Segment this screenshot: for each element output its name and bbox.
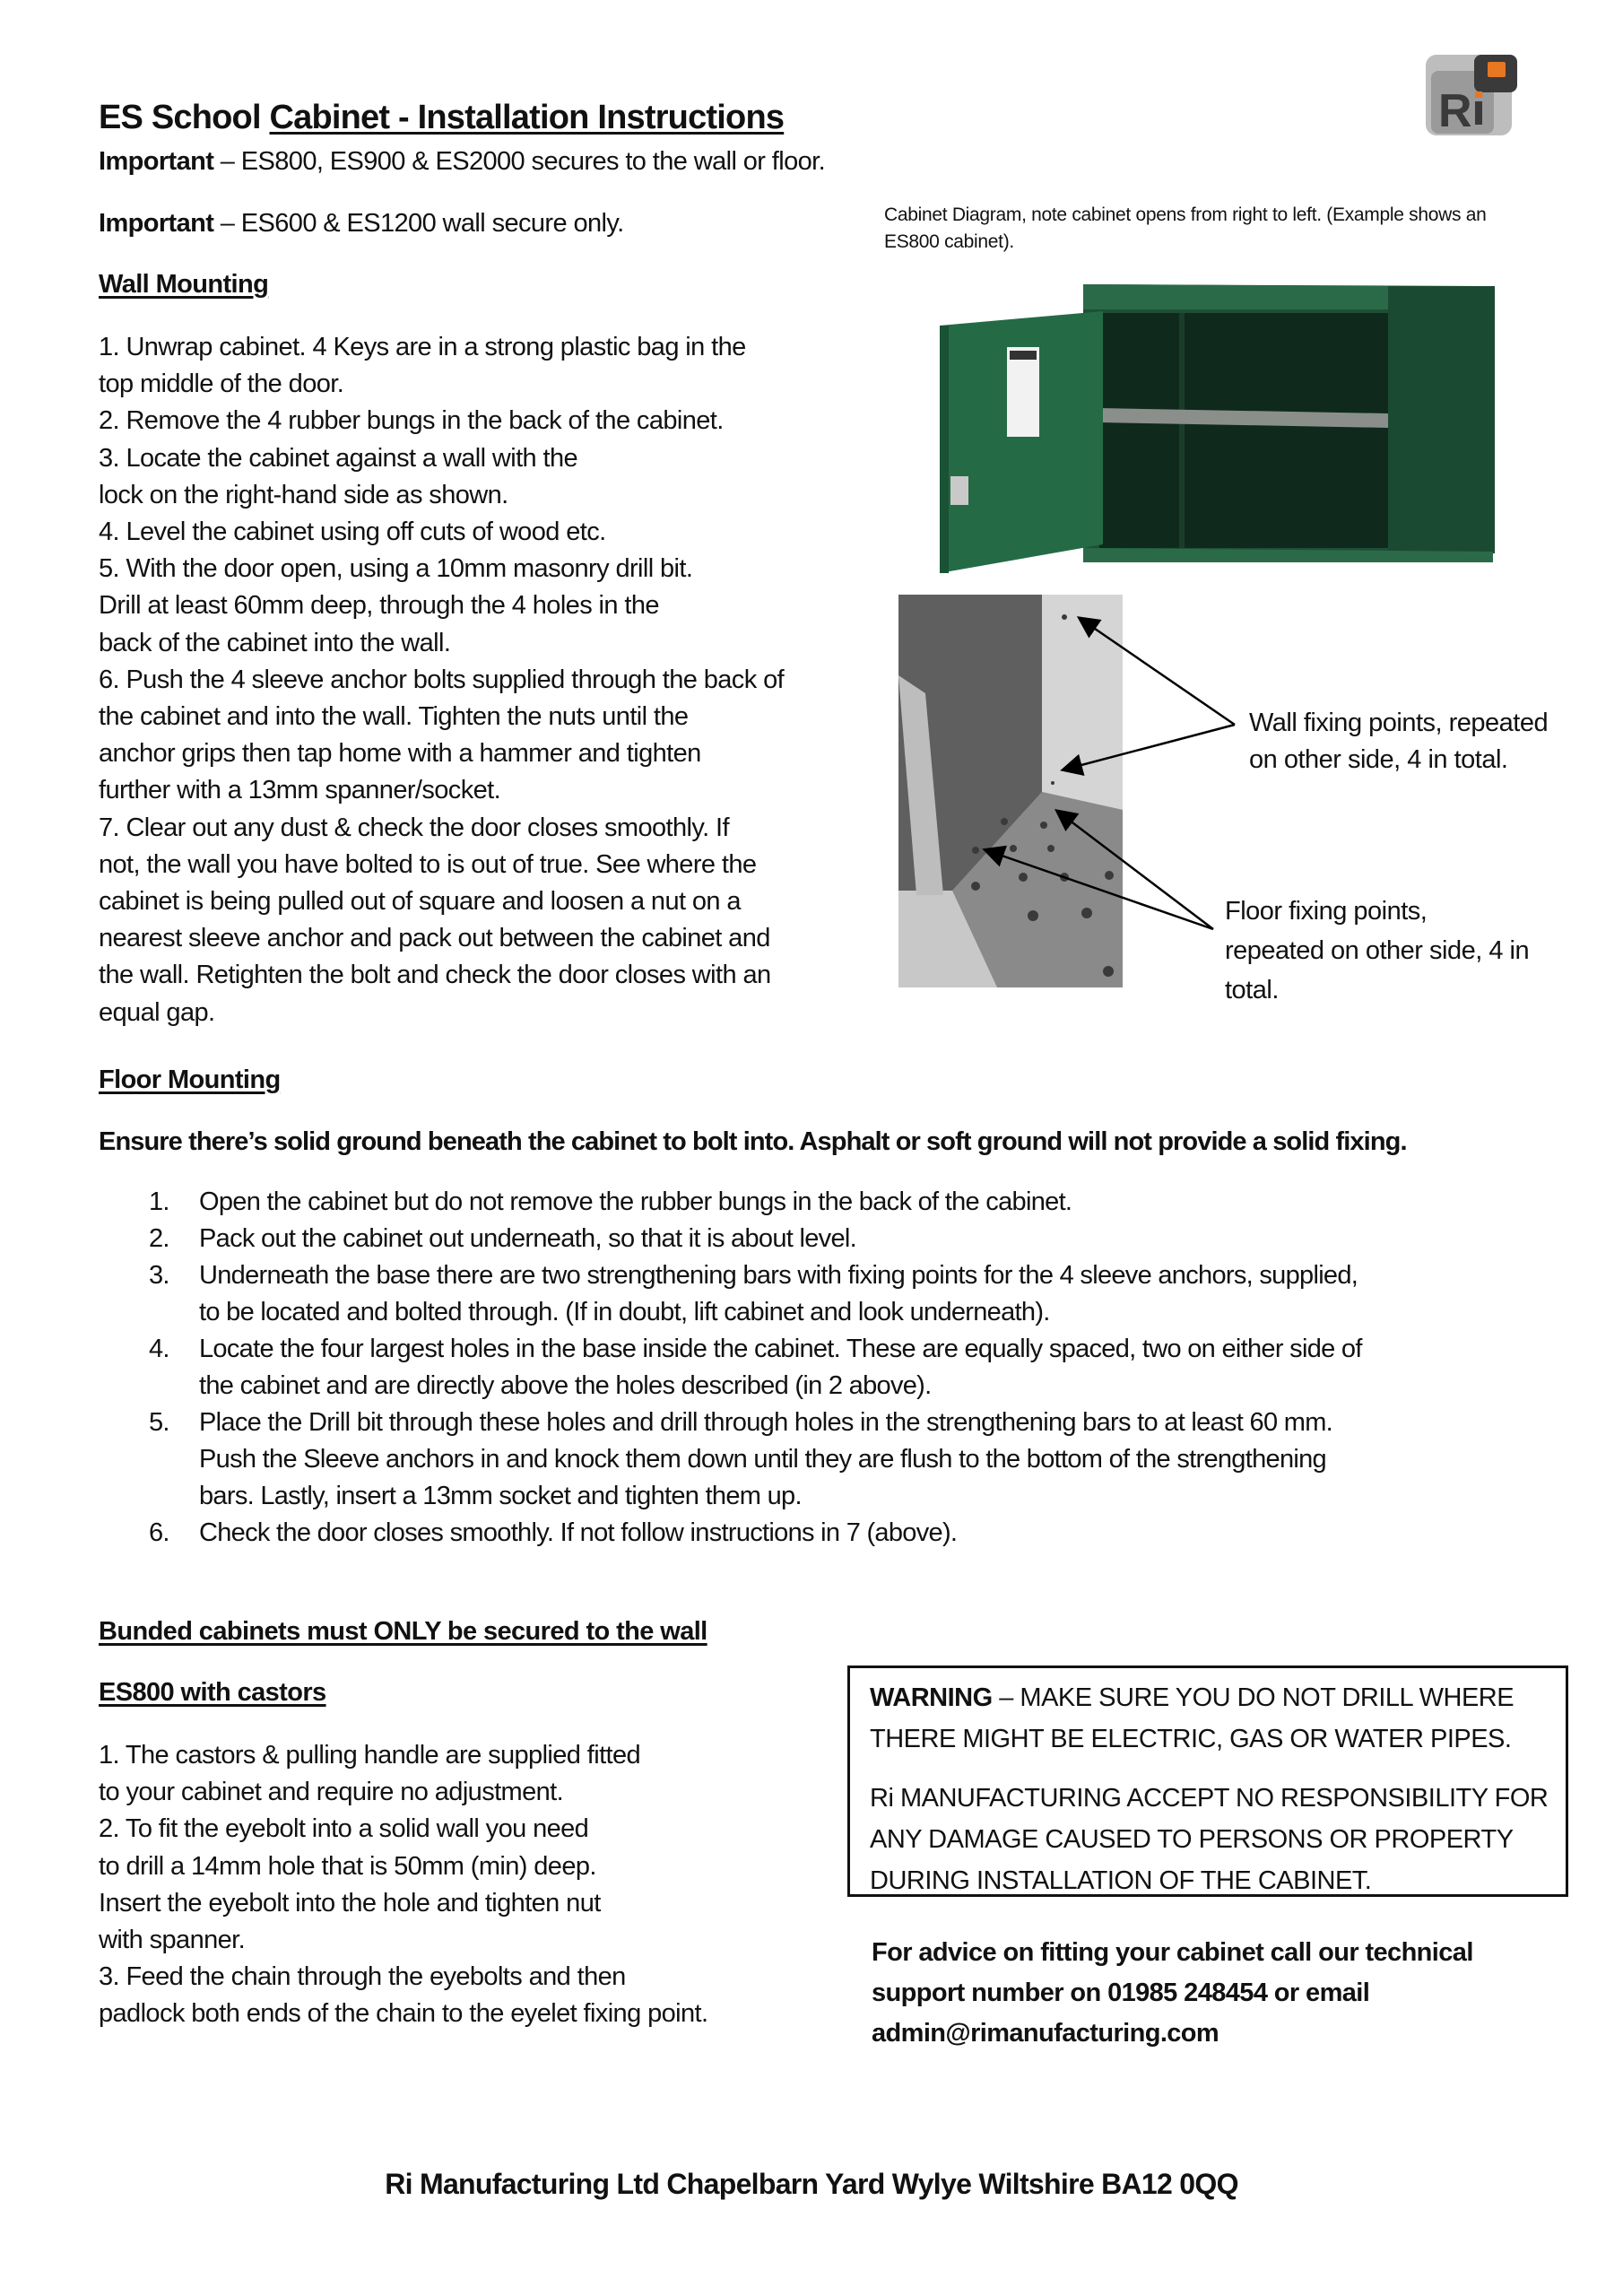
floor-arrow-top — [1058, 812, 1213, 929]
wall-step-line: 6. Push the 4 sleeve anchor bolts supplied through the back of — [99, 665, 785, 694]
warning-line-rest: – MAKE SURE YOU DO NOT DRILL WHERE — [992, 1683, 1515, 1712]
castor-step-line: with spanner. — [99, 1926, 246, 1955]
important-label: Important — [99, 209, 214, 238]
wall-fixing-label — [1249, 705, 1548, 778]
disclaimer-line: ANY DAMAGE CAUSED TO PERSONS OR PROPERTY — [870, 1825, 1514, 1854]
wall-step-line: the wall. Retighten the bolt and check the door closes with an — [99, 961, 771, 990]
castor-step-line: to your cabinet and require no adjustment. — [99, 1778, 564, 1807]
castors-heading: ES800 with castors — [99, 1678, 326, 1707]
disclaimer-line: DURING INSTALLATION OF THE CABINET. — [870, 1866, 1372, 1895]
support-line — [872, 1973, 1473, 2013]
wall-step-line: 1. Unwrap cabinet. 4 Keys are in a strong plastic bag in the — [99, 333, 746, 361]
floor-step-item — [149, 1515, 957, 1552]
wall-step-line: 7. Clear out any dust & check the door closes smoothly. If — [99, 813, 729, 842]
wall-step-line: cabinet is being pulled out of square and loosen a nut on a — [99, 887, 741, 917]
caption-line: Cabinet Diagram, note cabinet opens from right to left. (Example shows an — [884, 204, 1487, 225]
step-number: 1. — [149, 1187, 169, 1216]
step-text: Check the door closes smoothly. If not follow instructions in 7 (above). — [199, 1518, 958, 1547]
step-text: Locate the four largest holes in the base inside the cabinet. These are equally spaced, two on either side of — [199, 1335, 1362, 1363]
floor-step-item — [149, 1331, 1362, 1368]
wall-step-line: nearest sleeve anchor and pack out between the cabinet and — [99, 924, 770, 953]
svg-text:R: R — [1438, 85, 1472, 137]
step-text: Open the cabinet but do not remove the rubber bungs in the back of the cabinet. — [199, 1187, 1072, 1216]
wall-step-line: Drill at least 60mm deep, through the 4 holes in the — [99, 591, 659, 621]
label-line: on other side, 4 in total. — [1249, 745, 1508, 774]
step-number: 2. — [149, 1224, 169, 1253]
support-email[interactable]: admin@rimanufacturing.com — [872, 2019, 1219, 2048]
wall-step-line: top middle of the door. — [99, 370, 344, 399]
step-text: Underneath the base there are two strengthening bars with fixing points for the 4 sleeve anchors, supplied, — [199, 1261, 1358, 1290]
floor-fixing-label — [1225, 891, 1529, 1010]
caption-line: ES800 cabinet). — [884, 231, 1014, 252]
wall-step-line: 5. With the door open, using a 10mm masonry drill bit. — [99, 554, 693, 584]
label-line: Wall fixing points, repeated — [1249, 709, 1549, 737]
disclaimer-line: Ri MANUFACTURING ACCEPT NO RESPONSIBILITY FOR — [870, 1784, 1549, 1813]
wall-step-line: back of the cabinet into the wall. — [99, 628, 451, 657]
step-number: 5. — [149, 1408, 169, 1437]
wall-step-line: further with a 13mm spanner/socket. — [99, 776, 501, 805]
wall-arrow-top — [1081, 619, 1235, 725]
castor-step-line: Insert the eyebolt into the hole and tighten nut — [99, 1888, 601, 1918]
step-text: Pack out the cabinet out underneath, so that it is about level. — [199, 1224, 856, 1253]
support-phone[interactable]: support number on 01985 248454 or email — [872, 1979, 1370, 2007]
important-label: Important — [99, 147, 214, 176]
castor-step-line: to drill a 14mm hole that is 50mm (min) deep. — [99, 1851, 596, 1881]
floor-mounting-warning: Ensure there’s solid ground beneath the cabinet to bolt into. Asphalt or soft ground will not provide a solid fixing. — [99, 1127, 1407, 1156]
castors-steps — [99, 1737, 707, 2033]
label-line: repeated on other side, 4 in — [1225, 936, 1530, 965]
warning-text — [870, 1677, 1548, 1901]
step-number: 6. — [149, 1518, 169, 1547]
wall-mounting-heading: Wall Mounting — [99, 270, 269, 299]
castor-step-line: 1. The castors & pulling handle are supplied fitted — [99, 1741, 641, 1770]
floor-step-item — [149, 1368, 932, 1405]
wall-step-line: 4. Level the cabinet using off cuts of wood etc. — [99, 517, 606, 547]
step-text: to be located and bolted through. (If in doubt, lift cabinet and look underneath). — [199, 1298, 1050, 1326]
floor-step-item — [149, 1405, 1332, 1441]
important-text: – ES600 & ES1200 wall secure only. — [213, 209, 624, 238]
title-underlined: Cabinet - Installation Instructions — [269, 99, 785, 136]
wall-arrow-bottom — [1064, 725, 1235, 770]
step-text: Place the Drill bit through these holes and drill through holes in the strengthening bars to at least 60 mm. — [199, 1408, 1333, 1437]
support-line: For advice on fitting your cabinet call our technical — [872, 1938, 1473, 1967]
floor-arrow-bottom — [986, 850, 1213, 929]
castor-step-line: 3. Feed the chain through the eyebolts and then — [99, 1962, 626, 1992]
wall-step-line: 2. Remove the 4 rubber bungs in the back of the cabinet. — [99, 406, 724, 436]
wall-step-line: 3. Locate the cabinet against a wall with the — [99, 443, 578, 473]
wall-step-line: the cabinet and into the wall. Tighten the nuts until the — [99, 702, 689, 732]
step-text: bars. Lastly, insert a 13mm socket and tighten them up. — [199, 1482, 802, 1510]
title-prefix: ES School — [99, 99, 270, 136]
floor-step-item — [149, 1221, 856, 1257]
castor-step-line: 2. To fit the eyebolt into a solid wall you need — [99, 1814, 589, 1844]
floor-step-item — [149, 1294, 1050, 1331]
wall-step-line: equal gap. — [99, 997, 215, 1027]
warning-line — [870, 1677, 1548, 1718]
floor-step-item — [149, 1441, 1326, 1478]
warning-label: WARNING — [870, 1683, 993, 1712]
castor-step-line: padlock both ends of the chain to the eyelet fixing point. — [99, 1999, 708, 2029]
label-line: Floor fixing points, — [1225, 897, 1428, 926]
step-text: the cabinet and are directly above the holes described (in 2 above). — [199, 1371, 932, 1400]
floor-step-item — [149, 1257, 1358, 1294]
step-number: 4. — [149, 1335, 169, 1363]
floor-step-item — [149, 1184, 1072, 1221]
bunded-heading: Bunded cabinets must ONLY be secured to the wall — [99, 1617, 707, 1646]
label-line: total. — [1225, 976, 1279, 1004]
support-contact — [872, 1933, 1473, 2054]
important-text: – ES800, ES900 & ES2000 secures to the wall or floor. — [213, 147, 826, 176]
wall-step-line: lock on the right-hand side as shown. — [99, 480, 508, 509]
warning-line: THERE MIGHT BE ELECTRIC, GAS OR WATER PIPES. — [870, 1725, 1512, 1753]
wall-step-line: anchor grips then tap home with a hammer and tighten — [99, 739, 701, 769]
floor-step-item — [149, 1478, 802, 1515]
floor-mounting-heading: Floor Mounting — [99, 1065, 281, 1094]
step-text: Push the Sleeve anchors in and knock them down until they are flush to the bottom of the strengthening — [199, 1445, 1326, 1474]
footer-address: Ri Manufacturing Ltd Chapelbarn Yard Wylye Wiltshire BA12 0QQ — [385, 2168, 1238, 2200]
step-number: 3. — [149, 1261, 169, 1290]
warning-box — [847, 1665, 1568, 1897]
wall-step-line: not, the wall you have bolted to is out of true. See where the — [99, 849, 757, 879]
